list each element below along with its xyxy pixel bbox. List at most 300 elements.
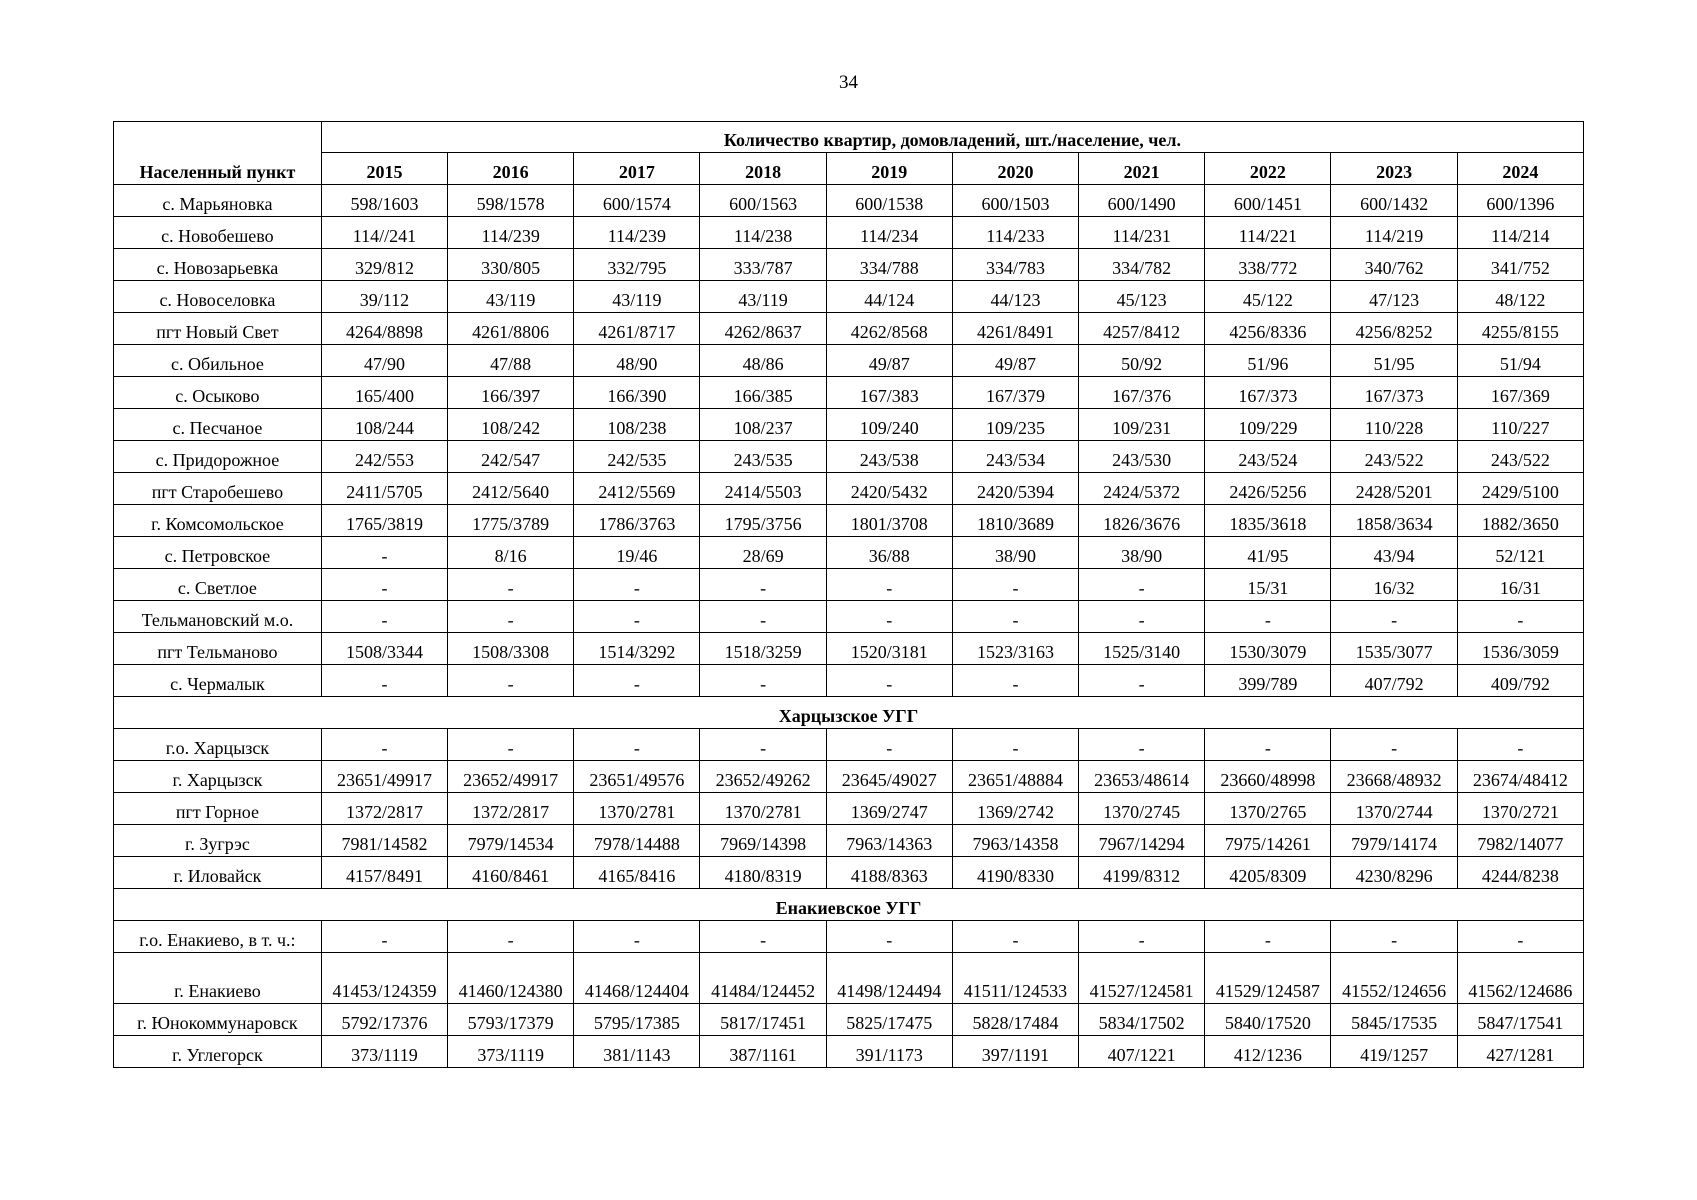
value-cell: 41468/124404: [574, 953, 700, 1004]
value-cell: 600/1574: [574, 185, 700, 217]
value-cell: -: [574, 665, 700, 697]
value-cell: 4188/8363: [826, 857, 952, 889]
value-cell: 51/96: [1205, 345, 1331, 377]
value-cell: -: [826, 729, 952, 761]
value-cell: 109/240: [826, 409, 952, 441]
section-header-row: [114, 697, 1584, 729]
table-row: [114, 217, 1584, 249]
value-cell: 1372/2817: [448, 793, 574, 825]
table-row: [114, 569, 1584, 601]
value-cell: 165/400: [321, 377, 447, 409]
value-cell: 43/94: [1331, 537, 1457, 569]
value-cell: 39/112: [321, 281, 447, 313]
value-cell: -: [321, 665, 447, 697]
value-cell: 15/31: [1205, 569, 1331, 601]
table-row: [114, 441, 1584, 473]
value-cell: 23652/49262: [700, 761, 826, 793]
settlement-name-cell: с. Осыково: [114, 377, 322, 409]
value-cell: -: [826, 921, 952, 953]
value-cell: 600/1538: [826, 185, 952, 217]
value-cell: 1370/2781: [574, 793, 700, 825]
value-cell: -: [574, 569, 700, 601]
value-cell: 43/119: [448, 281, 574, 313]
value-cell: 49/87: [826, 345, 952, 377]
value-cell: 167/383: [826, 377, 952, 409]
value-cell: 243/538: [826, 441, 952, 473]
table-row: [114, 601, 1584, 633]
section-header-row: [114, 889, 1584, 921]
value-cell: -: [700, 665, 826, 697]
value-cell: 48/90: [574, 345, 700, 377]
value-cell: -: [1331, 729, 1457, 761]
table-body: [114, 185, 1584, 1068]
value-cell: -: [1079, 665, 1205, 697]
value-cell: 2420/5394: [952, 473, 1078, 505]
value-cell: 41453/124359: [321, 953, 447, 1004]
value-cell: 23660/48998: [1205, 761, 1331, 793]
value-cell: 243/534: [952, 441, 1078, 473]
value-cell: 242/553: [321, 441, 447, 473]
value-cell: 600/1432: [1331, 185, 1457, 217]
value-cell: 4257/8412: [1079, 313, 1205, 345]
value-cell: 5795/17385: [574, 1004, 700, 1036]
value-cell: -: [448, 729, 574, 761]
settlement-name-cell: г. Зугрэс: [114, 825, 322, 857]
value-cell: 600/1396: [1457, 185, 1583, 217]
value-cell: -: [826, 601, 952, 633]
value-cell: 45/123: [1079, 281, 1205, 313]
value-cell: 5845/17535: [1331, 1004, 1457, 1036]
value-cell: 1525/3140: [1079, 633, 1205, 665]
value-cell: 4264/8898: [321, 313, 447, 345]
value-cell: 41511/124533: [952, 953, 1078, 1004]
value-cell: 2428/5201: [1331, 473, 1457, 505]
value-cell: 1369/2742: [952, 793, 1078, 825]
value-cell: 1536/3059: [1457, 633, 1583, 665]
settlement-name-cell: с. Новоселовка: [114, 281, 322, 313]
settlement-name-cell: с. Обильное: [114, 345, 322, 377]
table-row: [114, 473, 1584, 505]
header-row-group: [114, 122, 1584, 153]
value-cell: 23652/49917: [448, 761, 574, 793]
settlement-name-cell: пгт Новый Свет: [114, 313, 322, 345]
value-cell: 242/547: [448, 441, 574, 473]
value-cell: 2420/5432: [826, 473, 952, 505]
value-cell: -: [1457, 729, 1583, 761]
value-cell: 5847/17541: [1457, 1004, 1583, 1036]
value-cell: 334/783: [952, 249, 1078, 281]
value-cell: 166/390: [574, 377, 700, 409]
table-row: [114, 665, 1584, 697]
value-cell: 2412/5640: [448, 473, 574, 505]
value-cell: 19/46: [574, 537, 700, 569]
header-row-years: [114, 153, 1584, 185]
value-cell: 1786/3763: [574, 505, 700, 537]
value-cell: 2426/5256: [1205, 473, 1331, 505]
value-cell: 47/123: [1331, 281, 1457, 313]
table-row: [114, 729, 1584, 761]
value-cell: 23674/48412: [1457, 761, 1583, 793]
value-cell: 114/239: [574, 217, 700, 249]
settlement-name-cell: г. Комсомольское: [114, 505, 322, 537]
value-cell: -: [1079, 601, 1205, 633]
value-cell: 8/16: [448, 537, 574, 569]
value-cell: 600/1451: [1205, 185, 1331, 217]
value-cell: 45/122: [1205, 281, 1331, 313]
table-row: [114, 185, 1584, 217]
settlement-name-cell: пгт Тельманово: [114, 633, 322, 665]
value-cell: 7979/14174: [1331, 825, 1457, 857]
value-cell: 23645/49027: [826, 761, 952, 793]
value-cell: 1810/3689: [952, 505, 1078, 537]
value-cell: 2412/5569: [574, 473, 700, 505]
value-cell: -: [321, 729, 447, 761]
year-header: 2022: [1205, 153, 1331, 185]
value-cell: 243/524: [1205, 441, 1331, 473]
value-cell: 43/119: [700, 281, 826, 313]
value-cell: 1795/3756: [700, 505, 826, 537]
value-cell: 4199/8312: [1079, 857, 1205, 889]
value-cell: 23651/49576: [574, 761, 700, 793]
value-cell: 412/1236: [1205, 1036, 1331, 1068]
value-cell: 108/244: [321, 409, 447, 441]
value-cell: 243/522: [1457, 441, 1583, 473]
table-row: [114, 249, 1584, 281]
value-cell: -: [448, 601, 574, 633]
table-row: [114, 921, 1584, 953]
value-cell: -: [1205, 921, 1331, 953]
value-cell: -: [321, 921, 447, 953]
value-cell: 1775/3789: [448, 505, 574, 537]
value-cell: 409/792: [1457, 665, 1583, 697]
value-cell: -: [952, 921, 1078, 953]
section-title: Харцызское УГГ: [114, 697, 1584, 729]
settlement-name-cell: с. Чермалык: [114, 665, 322, 697]
value-cell: 108/242: [448, 409, 574, 441]
table-row: [114, 825, 1584, 857]
value-cell: 7963/14363: [826, 825, 952, 857]
year-header: 2021: [1079, 153, 1205, 185]
value-cell: 1508/3344: [321, 633, 447, 665]
settlement-name-cell: с. Новобешево: [114, 217, 322, 249]
value-cell: 38/90: [952, 537, 1078, 569]
value-cell: -: [952, 729, 1078, 761]
value-cell: 167/376: [1079, 377, 1205, 409]
value-cell: 23653/48614: [1079, 761, 1205, 793]
value-cell: 41552/124656: [1331, 953, 1457, 1004]
value-cell: 1530/3079: [1205, 633, 1331, 665]
value-cell: 114/214: [1457, 217, 1583, 249]
value-cell: -: [321, 569, 447, 601]
value-cell: -: [1079, 921, 1205, 953]
value-cell: 1369/2747: [826, 793, 952, 825]
value-cell: -: [1205, 601, 1331, 633]
value-cell: 47/90: [321, 345, 447, 377]
value-cell: 391/1173: [826, 1036, 952, 1068]
value-cell: -: [448, 569, 574, 601]
value-cell: 4262/8637: [700, 313, 826, 345]
value-cell: -: [952, 601, 1078, 633]
value-cell: 1508/3308: [448, 633, 574, 665]
value-cell: 2429/5100: [1457, 473, 1583, 505]
value-cell: 23668/48932: [1331, 761, 1457, 793]
settlement-name-cell: г. Харцызск: [114, 761, 322, 793]
value-cell: 114/239: [448, 217, 574, 249]
value-cell: 334/782: [1079, 249, 1205, 281]
value-cell: 16/32: [1331, 569, 1457, 601]
table-row: [114, 537, 1584, 569]
value-cell: 7967/14294: [1079, 825, 1205, 857]
value-cell: 598/1603: [321, 185, 447, 217]
year-header: 2015: [321, 153, 447, 185]
value-cell: 23651/49917: [321, 761, 447, 793]
value-cell: -: [1457, 921, 1583, 953]
value-cell: 373/1119: [321, 1036, 447, 1068]
value-cell: -: [952, 665, 1078, 697]
value-cell: 242/535: [574, 441, 700, 473]
settlement-name-cell: г.о. Енакиево, в т. ч.:: [114, 921, 322, 953]
value-cell: 50/92: [1079, 345, 1205, 377]
value-cell: 7979/14534: [448, 825, 574, 857]
settlement-name-cell: г. Юнокоммунаровск: [114, 1004, 322, 1036]
table-row: [114, 633, 1584, 665]
value-cell: 109/231: [1079, 409, 1205, 441]
year-header: 2019: [826, 153, 952, 185]
value-cell: 48/86: [700, 345, 826, 377]
value-cell: 114//241: [321, 217, 447, 249]
value-cell: 340/762: [1331, 249, 1457, 281]
settlement-name-cell: пгт Горное: [114, 793, 322, 825]
value-cell: 399/789: [1205, 665, 1331, 697]
value-cell: 5840/17520: [1205, 1004, 1331, 1036]
value-cell: 334/788: [826, 249, 952, 281]
settlement-name-cell: с. Марьяновка: [114, 185, 322, 217]
value-cell: -: [321, 601, 447, 633]
value-cell: -: [700, 729, 826, 761]
settlement-name-cell: г.о. Харцызск: [114, 729, 322, 761]
year-header: 2016: [448, 153, 574, 185]
value-cell: 600/1503: [952, 185, 1078, 217]
value-cell: 1826/3676: [1079, 505, 1205, 537]
value-cell: -: [1205, 729, 1331, 761]
value-cell: 419/1257: [1331, 1036, 1457, 1068]
value-cell: 4244/8238: [1457, 857, 1583, 889]
group-column-header: Количество квартир, домовладений, шт./население, чел.: [321, 122, 1583, 153]
value-cell: 5792/17376: [321, 1004, 447, 1036]
value-cell: -: [1079, 569, 1205, 601]
value-cell: 4157/8491: [321, 857, 447, 889]
settlement-name-cell: с. Песчаное: [114, 409, 322, 441]
value-cell: 1372/2817: [321, 793, 447, 825]
value-cell: 36/88: [826, 537, 952, 569]
value-cell: 7969/14398: [700, 825, 826, 857]
settlement-name-cell: г. Иловайск: [114, 857, 322, 889]
table-row: [114, 345, 1584, 377]
value-cell: 338/772: [1205, 249, 1331, 281]
value-cell: 1370/2744: [1331, 793, 1457, 825]
value-cell: 7975/14261: [1205, 825, 1331, 857]
value-cell: 51/94: [1457, 345, 1583, 377]
value-cell: 4205/8309: [1205, 857, 1331, 889]
value-cell: 41484/124452: [700, 953, 826, 1004]
value-cell: 41527/124581: [1079, 953, 1205, 1004]
settlement-name-cell: г. Углегорск: [114, 1036, 322, 1068]
value-cell: 387/1161: [700, 1036, 826, 1068]
value-cell: 114/233: [952, 217, 1078, 249]
value-cell: -: [1331, 921, 1457, 953]
value-cell: 1370/2721: [1457, 793, 1583, 825]
value-cell: 1514/3292: [574, 633, 700, 665]
value-cell: 44/123: [952, 281, 1078, 313]
value-cell: 28/69: [700, 537, 826, 569]
value-cell: 5828/17484: [952, 1004, 1078, 1036]
value-cell: -: [1331, 601, 1457, 633]
value-cell: 407/792: [1331, 665, 1457, 697]
table-row: [114, 1004, 1584, 1036]
value-cell: 109/229: [1205, 409, 1331, 441]
value-cell: -: [700, 921, 826, 953]
value-cell: -: [574, 601, 700, 633]
housing-population-table: [113, 121, 1584, 1068]
value-cell: 41/95: [1205, 537, 1331, 569]
value-cell: 1535/3077: [1331, 633, 1457, 665]
value-cell: 167/373: [1205, 377, 1331, 409]
value-cell: -: [321, 537, 447, 569]
value-cell: 43/119: [574, 281, 700, 313]
value-cell: 4256/8336: [1205, 313, 1331, 345]
value-cell: 5825/17475: [826, 1004, 952, 1036]
value-cell: 41460/124380: [448, 953, 574, 1004]
value-cell: 16/31: [1457, 569, 1583, 601]
value-cell: 114/234: [826, 217, 952, 249]
value-cell: 4256/8252: [1331, 313, 1457, 345]
value-cell: 600/1490: [1079, 185, 1205, 217]
value-cell: 41498/124494: [826, 953, 952, 1004]
value-cell: 38/90: [1079, 537, 1205, 569]
value-cell: 41529/124587: [1205, 953, 1331, 1004]
value-cell: 110/227: [1457, 409, 1583, 441]
value-cell: 1523/3163: [952, 633, 1078, 665]
value-cell: 166/385: [700, 377, 826, 409]
value-cell: 7981/14582: [321, 825, 447, 857]
settlement-name-cell: с. Петровское: [114, 537, 322, 569]
value-cell: 7963/14358: [952, 825, 1078, 857]
value-cell: 4180/8319: [700, 857, 826, 889]
value-cell: 598/1578: [448, 185, 574, 217]
table-row: [114, 281, 1584, 313]
value-cell: -: [826, 569, 952, 601]
page-number: 34: [839, 72, 858, 93]
value-cell: 4190/8330: [952, 857, 1078, 889]
value-cell: 243/530: [1079, 441, 1205, 473]
value-cell: 373/1119: [448, 1036, 574, 1068]
value-cell: 243/535: [700, 441, 826, 473]
table-row: [114, 857, 1584, 889]
value-cell: 167/379: [952, 377, 1078, 409]
value-cell: 332/795: [574, 249, 700, 281]
value-cell: -: [826, 665, 952, 697]
value-cell: 1801/3708: [826, 505, 952, 537]
value-cell: -: [1457, 601, 1583, 633]
year-header: 2018: [700, 153, 826, 185]
value-cell: 7982/14077: [1457, 825, 1583, 857]
table-row: [114, 505, 1584, 537]
value-cell: 49/87: [952, 345, 1078, 377]
value-cell: 4165/8416: [574, 857, 700, 889]
year-header: 2020: [952, 153, 1078, 185]
value-cell: 1370/2765: [1205, 793, 1331, 825]
table-row: [114, 377, 1584, 409]
value-cell: 381/1143: [574, 1036, 700, 1068]
table-row: [114, 409, 1584, 441]
value-cell: 2424/5372: [1079, 473, 1205, 505]
value-cell: 5834/17502: [1079, 1004, 1205, 1036]
value-cell: 427/1281: [1457, 1036, 1583, 1068]
value-cell: 1518/3259: [700, 633, 826, 665]
table-row: [114, 953, 1584, 1004]
settlement-column-header: Населенный пункт: [114, 122, 322, 185]
value-cell: -: [1079, 729, 1205, 761]
value-cell: 41562/124686: [1457, 953, 1583, 1004]
value-cell: 167/369: [1457, 377, 1583, 409]
table-row: [114, 1036, 1584, 1068]
table-row: [114, 793, 1584, 825]
value-cell: 114/231: [1079, 217, 1205, 249]
value-cell: 114/219: [1331, 217, 1457, 249]
value-cell: 4255/8155: [1457, 313, 1583, 345]
value-cell: 108/237: [700, 409, 826, 441]
settlement-name-cell: с. Придорожное: [114, 441, 322, 473]
value-cell: -: [700, 601, 826, 633]
value-cell: 47/88: [448, 345, 574, 377]
value-cell: 1765/3819: [321, 505, 447, 537]
value-cell: 2414/5503: [700, 473, 826, 505]
value-cell: 1370/2745: [1079, 793, 1205, 825]
value-cell: -: [448, 665, 574, 697]
year-header: 2017: [574, 153, 700, 185]
settlement-name-cell: с. Новозарьевка: [114, 249, 322, 281]
value-cell: 1835/3618: [1205, 505, 1331, 537]
value-cell: 166/397: [448, 377, 574, 409]
value-cell: 1858/3634: [1331, 505, 1457, 537]
value-cell: 44/124: [826, 281, 952, 313]
value-cell: 600/1563: [700, 185, 826, 217]
value-cell: 1370/2781: [700, 793, 826, 825]
value-cell: 4261/8491: [952, 313, 1078, 345]
value-cell: 333/787: [700, 249, 826, 281]
value-cell: 329/812: [321, 249, 447, 281]
value-cell: 114/221: [1205, 217, 1331, 249]
value-cell: 114/238: [700, 217, 826, 249]
table-row: [114, 313, 1584, 345]
value-cell: 397/1191: [952, 1036, 1078, 1068]
value-cell: -: [700, 569, 826, 601]
value-cell: 341/752: [1457, 249, 1583, 281]
year-header: 2024: [1457, 153, 1583, 185]
settlement-name-cell: Тельмановский м.о.: [114, 601, 322, 633]
value-cell: 51/95: [1331, 345, 1457, 377]
value-cell: 2411/5705: [321, 473, 447, 505]
value-cell: 4230/8296: [1331, 857, 1457, 889]
value-cell: 48/122: [1457, 281, 1583, 313]
table-row: [114, 761, 1584, 793]
value-cell: 1882/3650: [1457, 505, 1583, 537]
year-header: 2023: [1331, 153, 1457, 185]
value-cell: 5793/17379: [448, 1004, 574, 1036]
settlement-name-cell: с. Светлое: [114, 569, 322, 601]
value-cell: 52/121: [1457, 537, 1583, 569]
value-cell: -: [448, 921, 574, 953]
